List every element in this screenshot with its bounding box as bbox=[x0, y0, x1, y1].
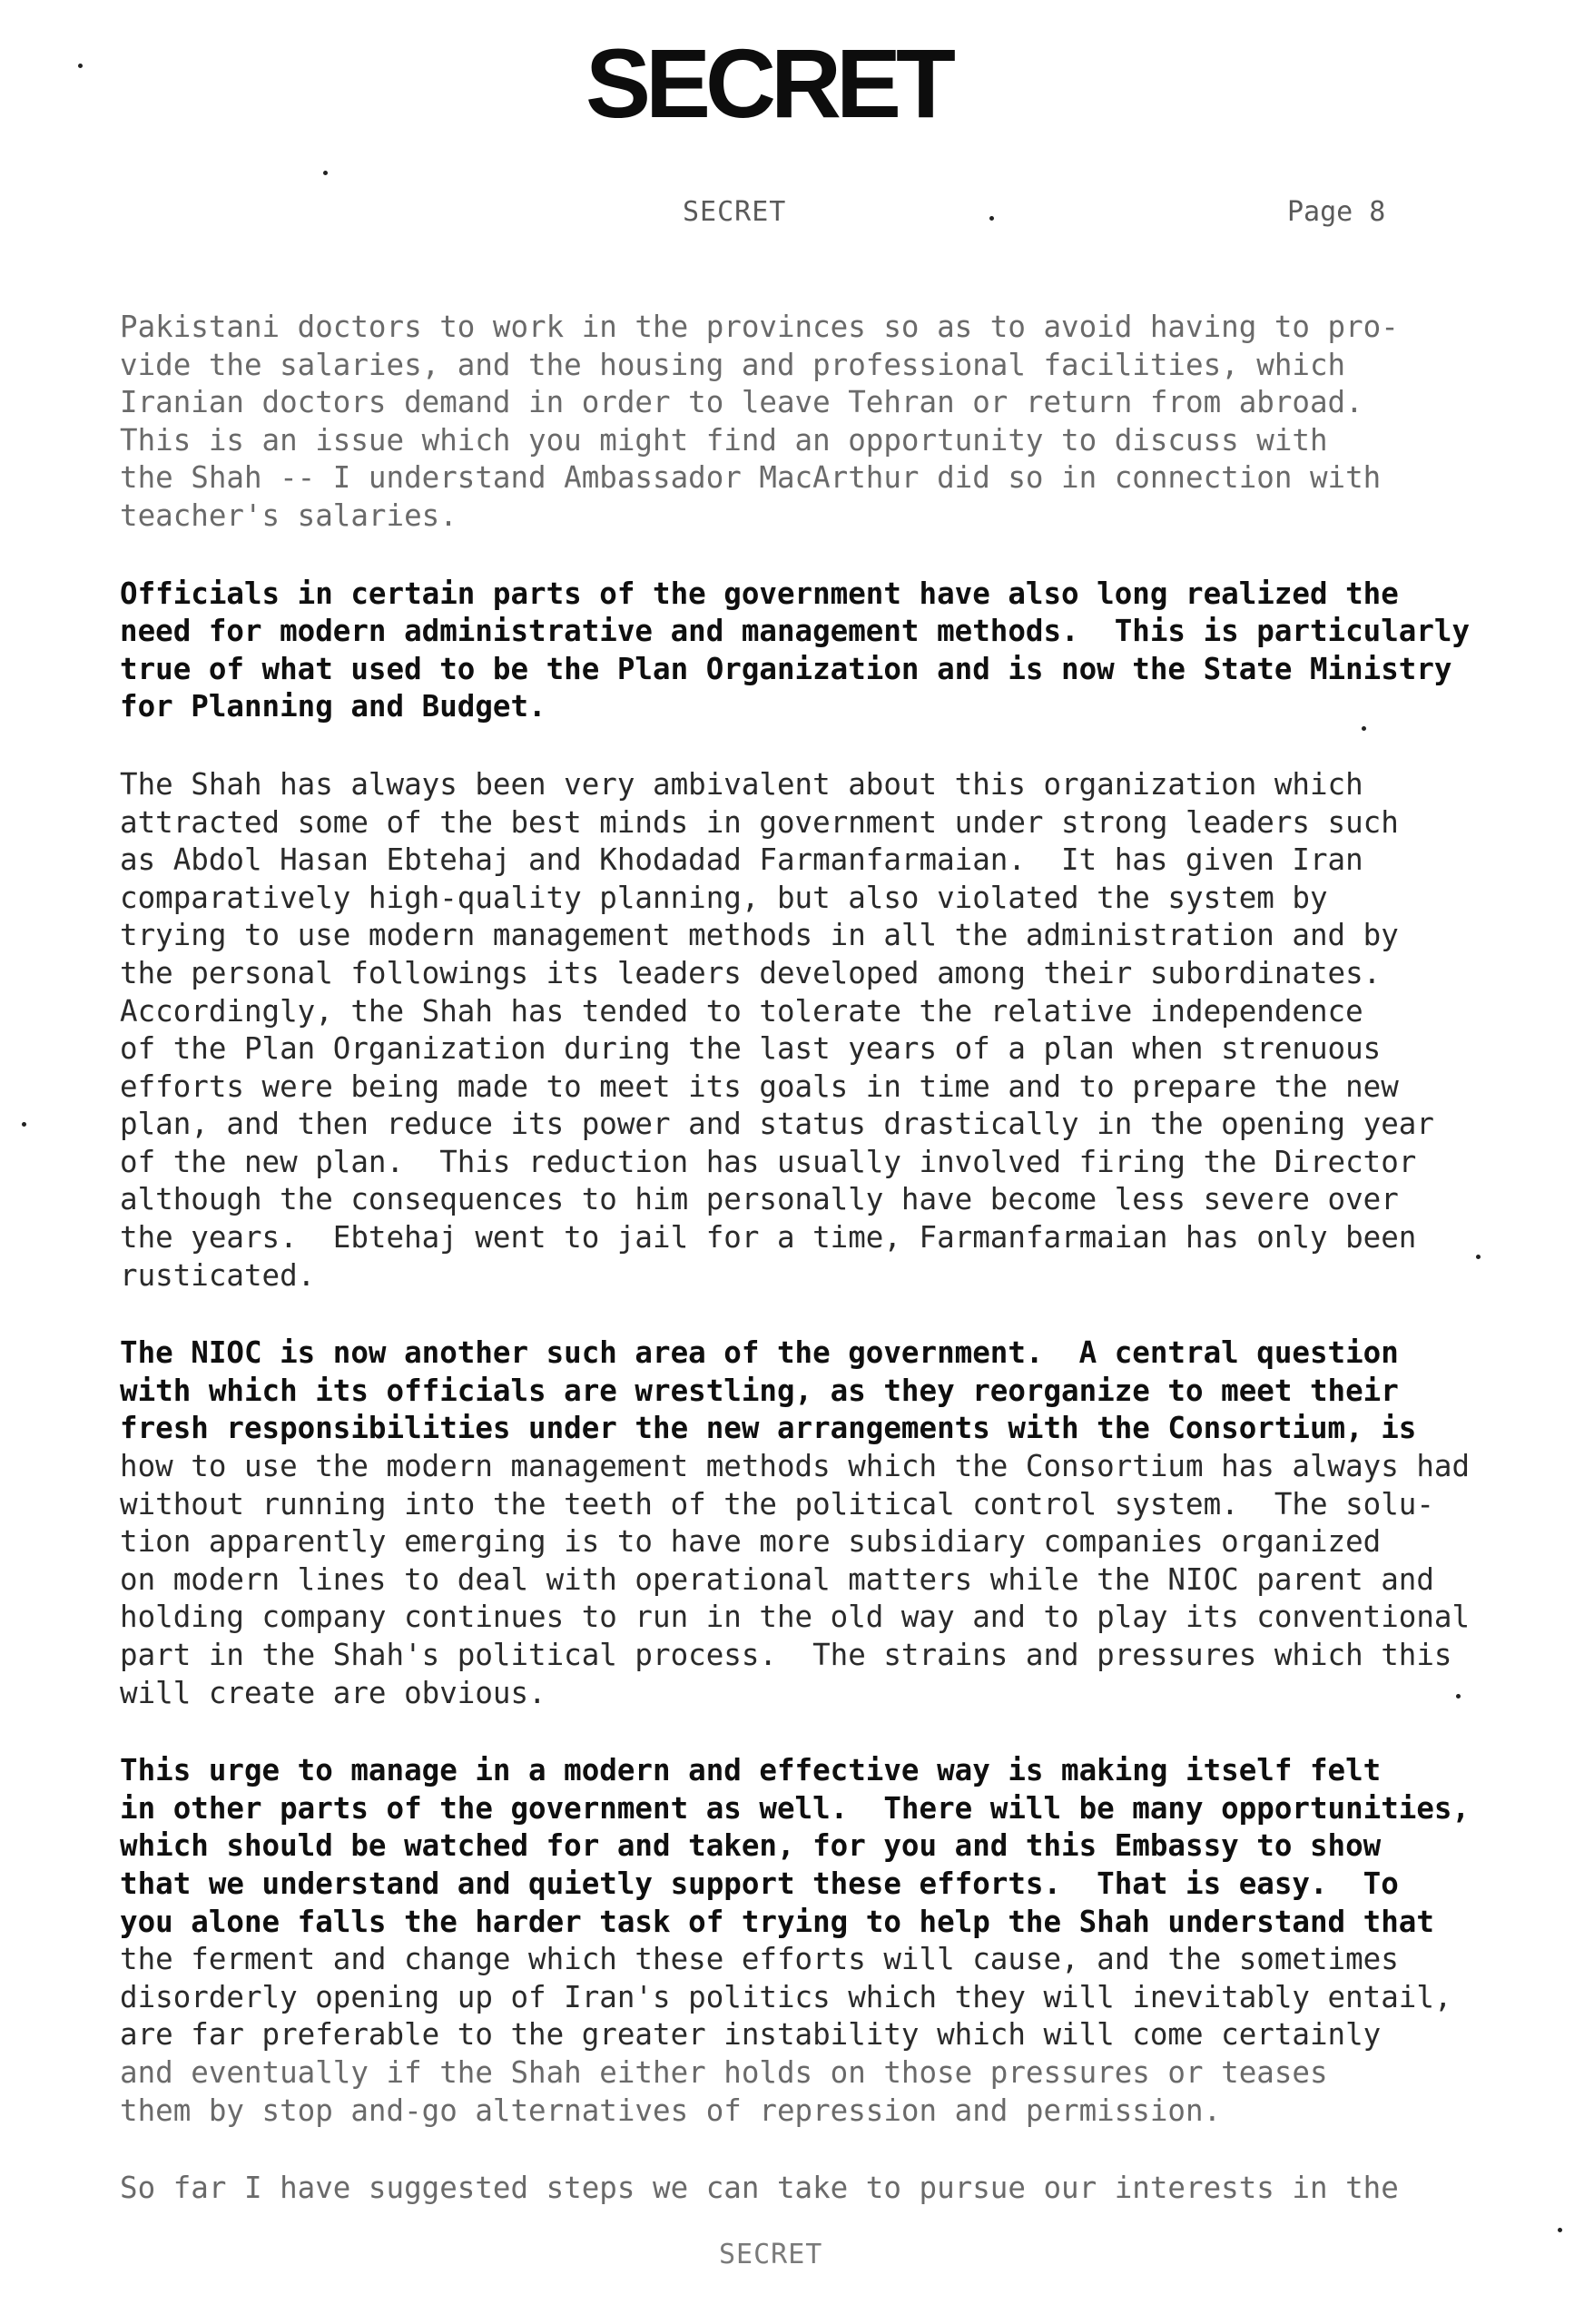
text-line: with which its officials are wrestling, as they reorganize to meet their bbox=[120, 1373, 1399, 1408]
text-line: trying to use modern management methods in all the administration and by bbox=[120, 918, 1399, 953]
text-line: Accordingly, the Shah has tended to tolerate the relative independence bbox=[120, 993, 1363, 1029]
text-line: although the consequences to him personally have become less severe over bbox=[120, 1182, 1399, 1217]
text-line: The Shah has always been very ambivalent about this organization which bbox=[120, 766, 1363, 802]
header-classification: SECRET bbox=[683, 196, 787, 228]
text-line: rusticated. bbox=[120, 1257, 316, 1293]
page-number: Page 8 bbox=[1287, 196, 1386, 228]
classification-stamp: SECRET bbox=[585, 28, 951, 138]
text-line: part in the Shah's political process. The strains and pressures which this bbox=[120, 1638, 1452, 1672]
text-line: for Planning and Budget. bbox=[120, 689, 546, 724]
text-line: disorderly opening up of Iran's politics which they will inevitably entail, bbox=[120, 1979, 1452, 2014]
text-line: the years. Ebtehaj went to jail for a time, Farmanfarmaian has only been bbox=[120, 1220, 1417, 1256]
text-line: and eventually if the Shah either holds on those pressures or teases bbox=[120, 2054, 1328, 2090]
text-line: tion apparently emerging is to have more subsidiary companies organized bbox=[120, 1524, 1382, 1560]
text-line: attracted some of the best minds in government under strong leaders such bbox=[120, 804, 1399, 840]
text-line: the personal followings its leaders developed among their subordinates. bbox=[120, 955, 1382, 990]
text-line: of the Plan Organization during the last years of a plan when strenuous bbox=[120, 1031, 1382, 1067]
text-line: holding company continues to run in the old way and to play its conventional bbox=[120, 1600, 1471, 1635]
text-line: are far preferable to the greater instability which will come certainly bbox=[120, 2017, 1382, 2053]
paragraph-shah-ambivalence bbox=[120, 766, 1572, 1295]
text-line: as Abdol Hasan Ebtehaj and Khodadad Farmanfarmaian. It has given Iran bbox=[120, 842, 1363, 878]
text-line: teacher's salaries. bbox=[120, 497, 458, 533]
running-header bbox=[0, 196, 1594, 232]
text-line: This is an issue which you might find an opportunity to discuss with bbox=[120, 422, 1328, 458]
text-line: plan, and then reduce its power and status drastically in the opening year bbox=[120, 1107, 1434, 1142]
text-line: of the new plan. This reduction has usually involved firing the Director bbox=[120, 1144, 1417, 1179]
text-line: you alone falls the harder task of trying to help the Shah understand that bbox=[120, 1904, 1434, 1939]
scan-speck bbox=[1476, 1255, 1481, 1259]
body-text bbox=[120, 309, 1572, 2248]
text-line: how to use the modern management methods which the Consortium has always had bbox=[120, 1449, 1471, 1484]
text-line: them by stop and-go alternatives of repression and permission. bbox=[120, 2093, 1222, 2128]
paragraph-plan-organization bbox=[120, 576, 1572, 726]
text-line: the Shah -- I understand Ambassador MacArthur did so in connection with bbox=[120, 460, 1382, 496]
text-line: vide the salaries, and the housing and professional facilities, which bbox=[120, 347, 1346, 382]
paragraph-nioc bbox=[120, 1334, 1572, 1712]
scan-speck bbox=[78, 64, 83, 68]
text-line: on modern lines to deal with operational matters while the NIOC parent and bbox=[120, 1561, 1434, 1597]
paragraph-doctors bbox=[120, 309, 1572, 536]
text-line: that we understand and quietly support these efforts. That is easy. To bbox=[120, 1866, 1399, 1901]
text-line: Officials in certain parts of the government have also long realized the bbox=[120, 576, 1399, 611]
text-line: need for modern administrative and management methods. This is particularly bbox=[120, 614, 1471, 649]
paragraph-urge-to-manage bbox=[120, 1752, 1572, 2130]
text-line: So far I have suggested steps we can take to pursue our interests in the bbox=[120, 2171, 1399, 2206]
text-line: fresh responsibilities under the new arrangements with the Consortium, is bbox=[120, 1411, 1417, 1446]
text-line: which should be watched for and taken, for you and this Embassy to show bbox=[120, 1828, 1382, 1864]
text-line: the ferment and change which these efforts will cause, and the sometimes bbox=[120, 1942, 1399, 1977]
scan-speck bbox=[1558, 2228, 1562, 2232]
text-line: This urge to manage in a modern and effective way is making itself felt bbox=[120, 1753, 1382, 1788]
text-line: comparatively high-quality planning, but also violated the system by bbox=[120, 880, 1328, 915]
scan-speck bbox=[989, 216, 994, 221]
text-line: will create are obvious. bbox=[120, 1675, 546, 1710]
footer-classification: SECRET bbox=[719, 2239, 823, 2270]
text-line: true of what used to be the Plan Organization and is now the State Ministry bbox=[120, 651, 1452, 686]
text-line: in other parts of the government as well. There will be many opportunities, bbox=[120, 1790, 1471, 1826]
scan-speck bbox=[1362, 726, 1366, 731]
text-line: Iranian doctors demand in order to leave Tehran or return from abroad. bbox=[120, 385, 1363, 420]
text-line: Pakistani doctors to work in the provinces so as to avoid having to pro- bbox=[120, 310, 1399, 344]
text-line: efforts were being made to meet its goals in time and to prepare the new bbox=[120, 1068, 1399, 1104]
text-line: without running into the teeth of the political control system. The solu- bbox=[120, 1486, 1434, 1521]
text-line: The NIOC is now another such area of the government. A central question bbox=[120, 1335, 1399, 1371]
scan-speck bbox=[22, 1122, 26, 1127]
scan-speck bbox=[323, 171, 328, 175]
scan-speck bbox=[1456, 1694, 1461, 1699]
paragraph-so-far bbox=[120, 2170, 1572, 2208]
